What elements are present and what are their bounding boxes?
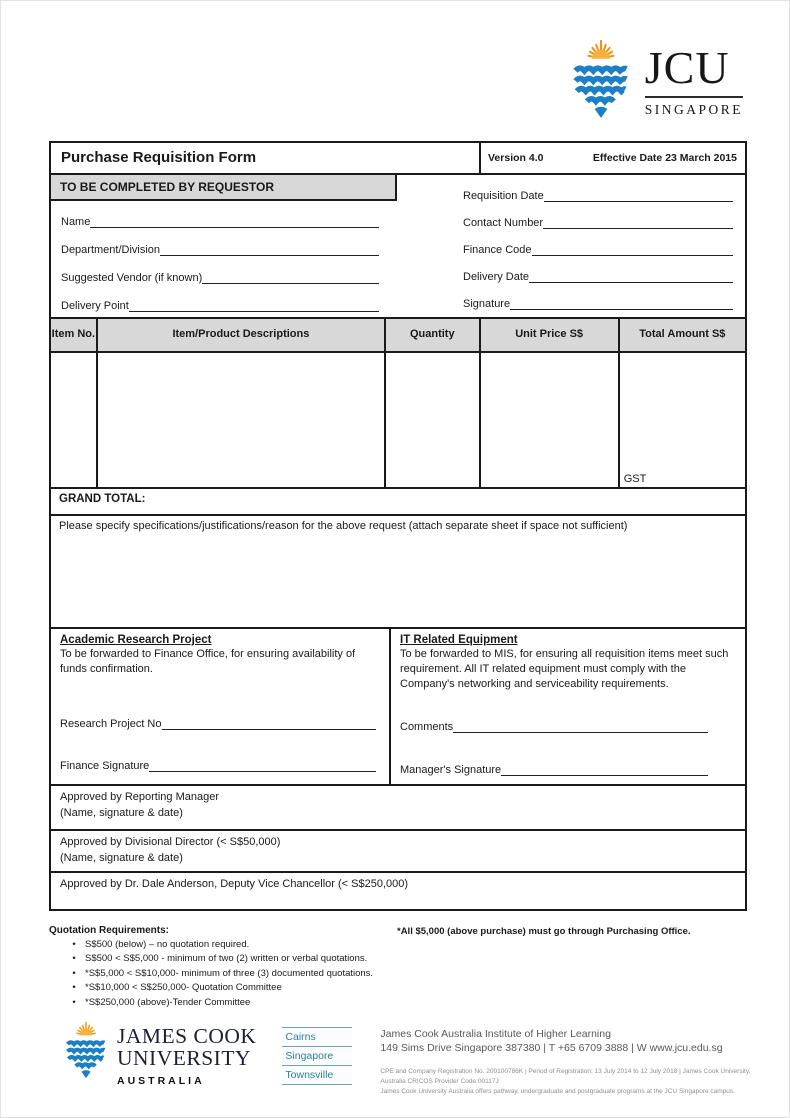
approval-3-line1: Approved by Dr. Dale Anderson, Deputy Vice Chancellor (< S$250,000) xyxy=(60,878,409,890)
gst-label: GST xyxy=(623,473,647,485)
signature-label: Signature xyxy=(463,298,511,310)
institute-name: James Cook Australia Institute of Higher Learning xyxy=(380,1028,611,1040)
quotation-bullet-5 xyxy=(49,998,397,1009)
name-field xyxy=(61,211,379,228)
requestor-left-fields xyxy=(61,211,379,323)
justification-box[interactable] xyxy=(51,516,745,629)
fine-print xyxy=(380,1067,753,1096)
delivery-date-label: Delivery Date xyxy=(463,271,530,283)
items-table-body xyxy=(51,353,745,489)
contact-number-input-line[interactable] xyxy=(543,214,733,229)
footer xyxy=(63,1019,753,1097)
research-project-no-field xyxy=(60,713,376,730)
contact-number-label: Contact Number xyxy=(463,217,544,229)
approval-1-line2: (Name, signature & date) xyxy=(60,806,183,819)
quotation-bullet-4 xyxy=(49,983,397,994)
finance-code-label: Finance Code xyxy=(463,244,532,256)
jcu-singapore-logo xyxy=(569,39,743,123)
form-version-cell xyxy=(479,143,745,173)
jcu-logo-text xyxy=(644,41,743,118)
fine-print-line2: James Cook University Australia offers pathway, undergraduate and postgraduate programs at the JCU Singapore campus. xyxy=(380,1087,735,1095)
unit-price-cell[interactable] xyxy=(481,353,620,487)
item-description-cell[interactable] xyxy=(98,353,386,487)
quantity-header: Quantity xyxy=(386,319,480,351)
jcu-shield-icon xyxy=(63,1021,109,1082)
department-division-field xyxy=(61,239,379,256)
version-label: Version 4.0 xyxy=(488,152,544,164)
purchasing-office-note: *All $5,000 (above purchase) must go through Purchasing Office. xyxy=(397,926,691,937)
university-country: AUSTRALIA xyxy=(117,1074,205,1087)
requisition-form xyxy=(49,141,747,911)
it-equipment-cell xyxy=(391,629,745,784)
university-name-line1: JAMES COOK xyxy=(117,1024,257,1048)
total-amount-header: Total Amount S$ xyxy=(620,319,745,351)
form-header xyxy=(51,143,745,175)
comments-field xyxy=(400,716,708,733)
requisition-date-label: Requisition Date xyxy=(463,190,544,202)
signature-field xyxy=(463,293,733,310)
academic-research-cell xyxy=(51,629,391,784)
campus-item-townsville: Townsville xyxy=(282,1065,352,1085)
it-equipment-title: IT Related Equipment xyxy=(400,634,518,646)
routing-section xyxy=(51,629,745,786)
requestor-right-fields xyxy=(463,185,733,320)
suggested-vendor-field xyxy=(61,267,379,284)
name-input-line[interactable] xyxy=(90,213,379,228)
address-block xyxy=(380,1027,753,1097)
comments-label: Comments xyxy=(400,721,454,733)
quantity-cell[interactable] xyxy=(386,353,480,487)
it-equipment-body: To be forwarded to MIS, for ensuring all requisition items meet such requirement. All IT related equipment must comply with the Company's networking and serviceability requirements. xyxy=(400,648,729,690)
suggested-vendor-label: Suggested Vendor (if known) xyxy=(61,272,203,284)
requisition-date-input-line[interactable] xyxy=(544,187,733,202)
items-table-header xyxy=(51,319,745,353)
academic-research-body: To be forwarded to Finance Office, for ensuring availability of funds confirmation. xyxy=(60,648,356,675)
justification-note: Please specify specifications/justifications/reason for the above request (attach separate sheet if space not sufficient) xyxy=(59,520,628,532)
comments-input-line[interactable] xyxy=(453,718,708,733)
quotation-requirements xyxy=(49,925,749,1012)
finance-signature-label: Finance Signature xyxy=(60,760,150,772)
approval-reporting-manager[interactable] xyxy=(51,786,745,829)
campus-item-singapore: Singapore xyxy=(282,1046,352,1065)
research-project-no-input-line[interactable] xyxy=(162,715,377,730)
quotation-bullet-2-text: S$500 < S$5,000 - minimum of two (2) written or verbal quotations. xyxy=(85,953,368,965)
university-wordmark xyxy=(117,1025,256,1087)
managers-signature-field xyxy=(400,759,708,776)
department-division-label: Department/Division xyxy=(61,244,161,256)
institute-address: 149 Sims Drive Singapore 387380 | T +65 6709 3888 | W www.jcu.edu.sg xyxy=(380,1042,723,1055)
requestor-section-title: TO BE COMPLETED BY REQUESTOR xyxy=(51,175,397,201)
bullet-icon xyxy=(63,969,85,980)
research-project-no-label: Research Project No xyxy=(60,718,162,730)
managers-signature-label: Manager's Signature xyxy=(400,764,502,776)
quotation-bullet-4-text: *S$10,000 < S$250,000- Quotation Committee xyxy=(85,982,282,994)
finance-code-field xyxy=(463,239,733,256)
quotation-bullet-3 xyxy=(49,969,397,980)
quotation-bullet-3-text: *S$5,000 < S$10,000- minimum of three (3) documented quotations. xyxy=(85,967,374,979)
item-description-header: Item/Product Descriptions xyxy=(98,319,386,351)
jcu-acronym: JCU xyxy=(644,41,730,93)
requisition-date-field xyxy=(463,185,733,202)
quotation-heading: Quotation Requirements: xyxy=(49,925,170,936)
bullet-icon xyxy=(63,954,85,965)
department-division-input-line[interactable] xyxy=(160,241,379,256)
fine-print-line1: CPE and Company Registration No. 200100786K | Period of Registration: 13 July 2014 to 12 July 2018 | James Cook University, Australia CRICOS Provider Code:00117J xyxy=(380,1068,751,1086)
quotation-bullet-1 xyxy=(49,940,397,951)
bullet-icon xyxy=(63,998,85,1009)
total-amount-cell[interactable] xyxy=(620,353,745,487)
jcu-shield-icon xyxy=(569,39,633,123)
approval-divisional-director[interactable] xyxy=(51,829,745,871)
delivery-date-field xyxy=(463,266,733,283)
delivery-date-input-line[interactable] xyxy=(529,268,733,283)
item-no-cell[interactable] xyxy=(51,353,98,487)
academic-research-title: Academic Research Project xyxy=(60,634,212,646)
name-label: Name xyxy=(61,216,91,228)
suggested-vendor-input-line[interactable] xyxy=(202,269,379,284)
campus-list xyxy=(282,1027,352,1085)
approval-2-line2: (Name, signature & date) xyxy=(60,851,183,864)
form-title: Purchase Requisition Form xyxy=(61,149,257,166)
item-no-header: Item No. xyxy=(51,319,98,351)
signature-input-line[interactable] xyxy=(510,295,733,310)
university-name-line2: UNIVERSITY xyxy=(117,1046,251,1071)
approval-deputy-vice-chancellor[interactable] xyxy=(51,871,745,909)
quotation-list xyxy=(49,925,397,1012)
requestor-section xyxy=(51,175,745,319)
grand-total-row[interactable] xyxy=(51,489,745,516)
approval-1-line1: Approved by Reporting Manager xyxy=(60,791,219,803)
bullet-icon xyxy=(63,940,85,951)
delivery-point-label: Delivery Point xyxy=(61,300,129,312)
quotation-bullet-1-text: S$500 (below) – no quotation required. xyxy=(85,939,250,950)
unit-price-header: Unit Price S$ xyxy=(481,319,620,351)
delivery-point-input-line[interactable] xyxy=(129,297,379,312)
effective-date-label: Effective Date 23 March 2015 xyxy=(592,152,737,164)
quotation-bullet-2 xyxy=(49,954,397,965)
managers-signature-input-line[interactable] xyxy=(501,761,708,776)
approval-2-line1: Approved by Divisional Director (< S$50,000) xyxy=(60,836,281,848)
quotation-bullet-5-text: *S$250,000 (above)-Tender Committee xyxy=(85,996,251,1008)
delivery-point-field xyxy=(61,295,379,312)
jcu-campus-label: SINGAPORE xyxy=(645,96,743,118)
grand-total-label: GRAND TOTAL: xyxy=(59,493,146,505)
finance-signature-field xyxy=(60,755,376,772)
finance-signature-input-line[interactable] xyxy=(149,757,376,772)
contact-number-field xyxy=(463,212,733,229)
campus-item-cairns: Cairns xyxy=(282,1027,352,1046)
finance-code-input-line[interactable] xyxy=(532,241,734,256)
bullet-icon xyxy=(63,983,85,994)
